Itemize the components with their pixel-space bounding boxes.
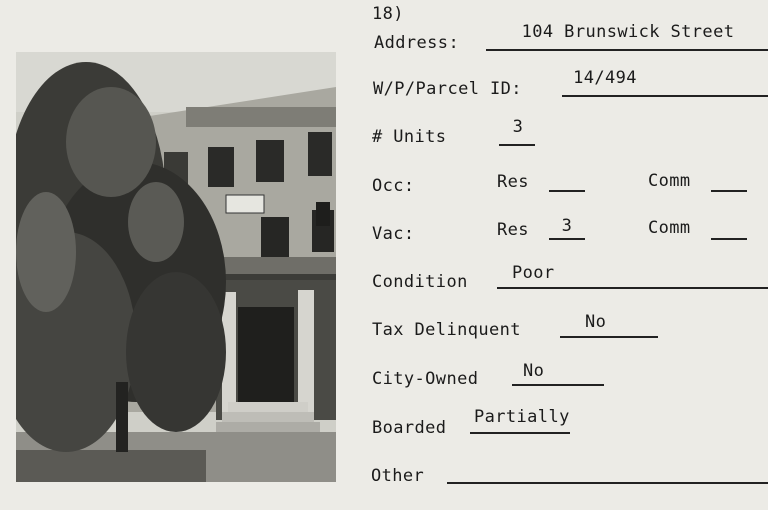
- vac-comm-label: Comm: [648, 218, 691, 238]
- units-line: [499, 144, 535, 146]
- vac-res-label: Res: [497, 220, 529, 240]
- city-owned-label: City-Owned: [372, 369, 479, 389]
- city-owned-line: [512, 384, 604, 386]
- building-photo: [16, 52, 336, 482]
- address-value: 104 Brunswick Street: [521, 22, 735, 42]
- vac-comm-line: [711, 238, 747, 240]
- record-number: 18): [372, 4, 404, 24]
- other-label: Other: [371, 466, 425, 486]
- vac-res-value: 3: [561, 216, 573, 236]
- boarded-line: [470, 432, 570, 434]
- boarded-label: Boarded: [372, 418, 447, 438]
- occ-res-line: [549, 190, 585, 192]
- vac-res-line: [549, 238, 585, 240]
- parcel-label: W/P/Parcel ID:: [373, 79, 522, 99]
- other-line: [447, 482, 768, 484]
- units-label: # Units: [372, 127, 447, 147]
- address-label: Address:: [374, 33, 460, 53]
- condition-value: Poor: [512, 263, 555, 283]
- condition-line: [497, 287, 768, 289]
- vac-label: Vac:: [372, 224, 415, 244]
- occ-comm-label: Comm: [648, 171, 691, 191]
- occ-label: Occ:: [372, 176, 415, 196]
- parcel-line: [562, 95, 768, 97]
- occ-res-label: Res: [497, 172, 529, 192]
- tax-delinquent-value: No: [585, 312, 607, 332]
- address-line: [486, 49, 768, 51]
- tax-delinquent-line: [560, 336, 658, 338]
- parcel-value: 14/494: [573, 68, 637, 88]
- tax-delinquent-label: Tax Delinquent: [372, 320, 521, 340]
- boarded-value: Partially: [474, 407, 570, 427]
- units-value: 3: [512, 117, 524, 137]
- occ-comm-line: [711, 190, 747, 192]
- city-owned-value: No: [523, 361, 545, 381]
- condition-label: Condition: [372, 272, 468, 292]
